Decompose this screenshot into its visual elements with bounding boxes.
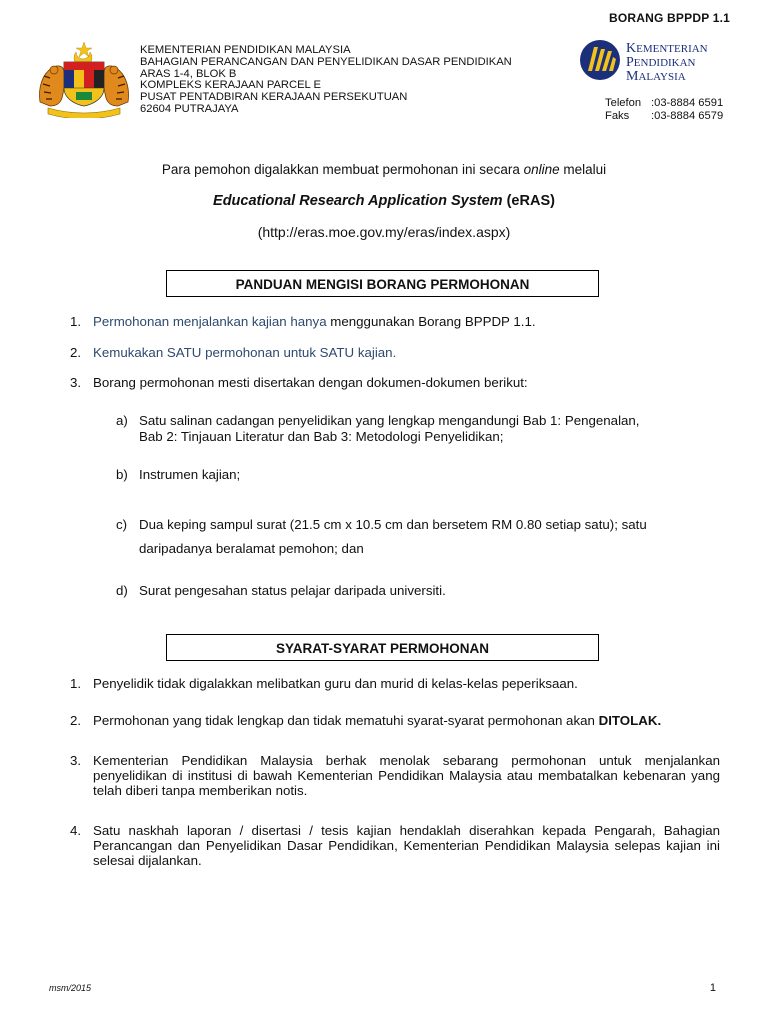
svg-text:PENDIDIKAN (626, 55, 696, 70)
svg-text:KEMENTERIAN (626, 41, 708, 56)
logo-text: ENDIDIKAN (633, 57, 696, 69)
document-subitem: b) Instrumen kajian; (116, 467, 241, 482)
address-line: PUSAT PENTADBIRAN KERAJAAN PERSEKUTUAN (140, 91, 408, 104)
telefon-label: Telefon (605, 97, 642, 109)
address-line: 62604 PUTRAJAYA (140, 102, 239, 115)
logo-initial: M (626, 69, 639, 83)
document-subitem: c) Dua keping sampul surat (21.5 cm x 10.5 cm dan bersetem RM 0.80 setiap satu); satu daripadanya beralamat pemohon; dan (116, 517, 647, 556)
syarat-item: 4. Satu naskhah laporan / disertasi / tesis kajian hendaklah diserahkan kepada Pengarah, Bahagian Perancangan dan Penyelidikan Dasar Pendidikan, Kementerian Pendidikan Malaysia selepas kajian ini selesai dijalankan. (70, 823, 720, 868)
kementerian-pendidikan-logo (580, 37, 730, 83)
form-code: BORANG BPPDP 1.1 (608, 11, 730, 25)
document-subitem: d) Surat pengesahan status pelajar daripada universiti. (116, 583, 446, 598)
syarat-heading: SYARAT-SYARAT PERMOHONAN (166, 634, 599, 661)
address-line: KOMPLEKS KERAJAAN PARCEL E (140, 79, 321, 92)
page-number: 1 (709, 982, 716, 994)
address-line: ARAS 1-4, BLOK B (140, 67, 237, 80)
logo-text: ALAYSIA (638, 71, 686, 83)
contact-block (605, 97, 723, 122)
address-block (140, 45, 512, 116)
logo-initial: K (626, 41, 637, 56)
logo-text: EMENTERIAN (636, 43, 708, 55)
telefon-value: :03-8884 6591 (651, 97, 724, 109)
svg-text:MALAYSIA (626, 69, 686, 83)
malaysia-crest-logo (34, 40, 134, 118)
intro-line-2: Educational Research Application System (eRAS) (213, 193, 555, 209)
logo-initial: P (626, 55, 634, 70)
panduan-item: 3. Borang permohonan mesti disertakan dengan dokumen-dokumen berikut: (70, 375, 528, 390)
faks-label: Faks (605, 109, 630, 122)
document-subitem: a) Satu salinan cadangan penyelidikan yang lengkap mengandungi Bab 1: Pengenalan, Bab 2: Tinjauan Literatur dan Bab 3: Metodologi Penyelidikan; (116, 413, 640, 444)
panduan-item: 2. Kemukakan SATU permohonan untuk SATU kajian. (70, 345, 397, 360)
footer-code: msm/2015 (49, 983, 92, 993)
address-line: KEMENTERIAN PENDIDIKAN MALAYSIA (140, 44, 351, 56)
address-line: BAHAGIAN PERANCANGAN DAN PENYELIDIKAN DASAR PENDIDIKAN (140, 55, 512, 68)
faks-value: :03-8884 6579 (651, 109, 724, 122)
syarat-item: 2. Permohonan yang tidak lengkap dan tidak mematuhi syarat-syarat permohonan akan DITOLAK. (70, 713, 662, 728)
intro-line-1: Para pemohon digalakkan membuat permohonan ini secara online melalui (161, 162, 607, 177)
panduan-heading: PANDUAN MENGISI BORANG PERMOHONAN (166, 270, 599, 297)
eras-url: (http://eras.moe.gov.my/eras/index.aspx) (257, 224, 511, 240)
panduan-item: 1. Permohonan menjalankan kajian hanya menggunakan Borang BPPDP 1.1. (70, 314, 536, 329)
syarat-item: 3. Kementerian Pendidikan Malaysia berhak menolak sebarang permohonan untuk menjalankan penyelidikan di institusi di bawah Kementerian Pendidikan Malaysia atau membatalkan kebenaran yang telah diberi tanpa memberikan notis. (70, 753, 720, 798)
syarat-item: 1. Penyelidik tidak digalakkan melibatkan guru dan murid di kelas-kelas peperiksaan. (70, 676, 578, 691)
